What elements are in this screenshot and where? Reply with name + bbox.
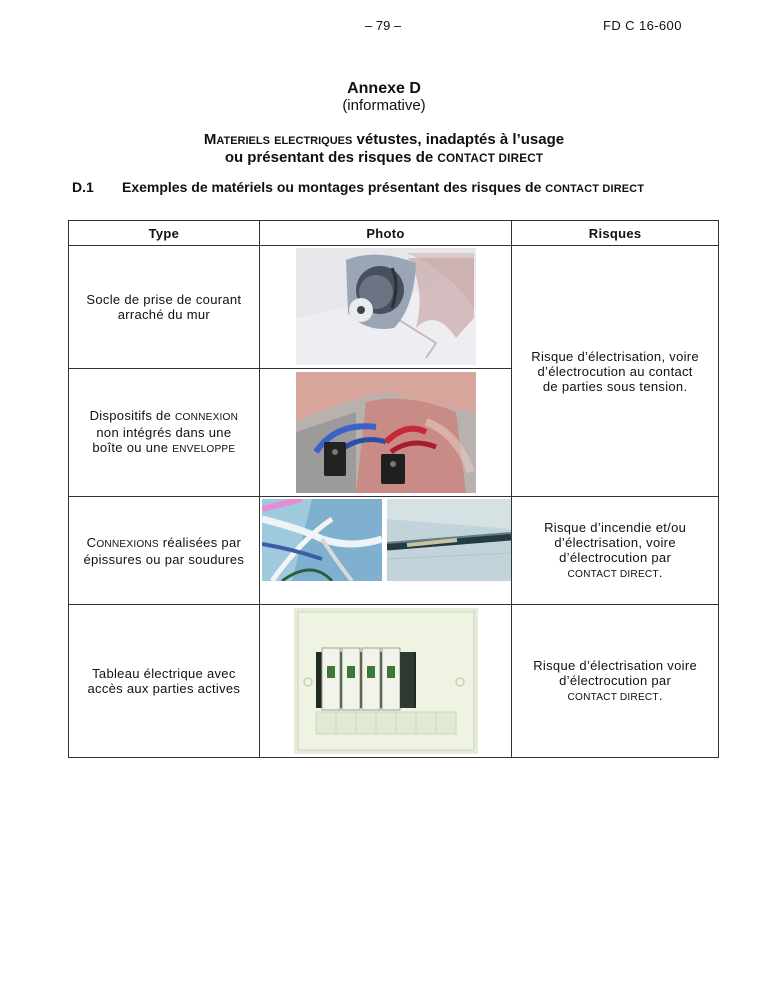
table-header-row bbox=[69, 221, 719, 246]
annex-title: Annexe D bbox=[347, 80, 421, 97]
section-title bbox=[122, 179, 722, 198]
page-number: – 79 – bbox=[365, 18, 402, 33]
socket-torn-from-wall-photo bbox=[296, 248, 476, 365]
type-line bbox=[77, 535, 251, 552]
hazard-examples-table bbox=[68, 220, 719, 758]
risk-smallcaps: CONTACT DIRECT bbox=[567, 568, 659, 580]
risk-line: d’électrisation, voire bbox=[554, 534, 676, 550]
heading-text-2: ou présentant des risques de bbox=[224, 149, 438, 166]
type-smallcaps: ENVELOPPE bbox=[172, 444, 236, 455]
risk-cell bbox=[512, 497, 719, 605]
photo-cell bbox=[259, 605, 511, 758]
splice-photo bbox=[262, 499, 382, 581]
type-cell bbox=[69, 497, 260, 605]
type-smallcaps: CONNEXION bbox=[175, 412, 239, 423]
table-row bbox=[69, 605, 719, 758]
risk-cell bbox=[512, 605, 719, 758]
type-line: épissures ou par soudures bbox=[83, 551, 245, 567]
table-row bbox=[69, 246, 719, 369]
type-line bbox=[77, 408, 251, 425]
table-row bbox=[69, 497, 719, 605]
risk-text: . bbox=[658, 564, 663, 580]
risk-line: de parties sous tension. bbox=[542, 378, 688, 394]
column-header-risks: Risques bbox=[512, 221, 719, 246]
section-number: D.1 bbox=[72, 179, 94, 195]
risk-line: Risque d’électrisation voire bbox=[533, 657, 697, 673]
heading-smallcaps: Materiels electriques bbox=[203, 131, 353, 148]
type-cell bbox=[69, 605, 260, 758]
heading-smallcaps-2: CONTACT DIRECT bbox=[437, 152, 544, 165]
type-text: Dispositifs de bbox=[89, 408, 176, 423]
photo-cell bbox=[259, 246, 511, 369]
photo-cell bbox=[259, 497, 511, 605]
type-text: réalisées par bbox=[158, 534, 242, 550]
risk-line: Risque d’électrisation, voire bbox=[531, 348, 699, 364]
risk-text: . bbox=[658, 687, 663, 703]
type-cell bbox=[69, 246, 260, 369]
type-text: boîte ou une bbox=[92, 440, 173, 455]
type-cell bbox=[69, 369, 260, 497]
risk-smallcaps: CONTACT DIRECT bbox=[567, 691, 659, 703]
risk-line: d’électrocution au contact bbox=[537, 363, 693, 379]
main-heading-line-2 bbox=[0, 149, 768, 166]
type-smallcaps: ONNEXIONS bbox=[96, 538, 159, 550]
column-header-type: Type bbox=[69, 221, 260, 246]
heading-text: vétustes, inadaptés à l’usage bbox=[352, 131, 565, 148]
solder-photo bbox=[387, 499, 511, 581]
loose-connectors-photo bbox=[296, 372, 476, 493]
risk-line bbox=[520, 688, 710, 705]
column-header-photo: Photo bbox=[259, 221, 511, 246]
risk-line: Risque d’incendie et/ou bbox=[544, 519, 687, 535]
type-line: Socle de prise de courant bbox=[86, 292, 242, 307]
risk-line: d’électrocution par bbox=[559, 672, 672, 688]
type-line: accès aux parties actives bbox=[87, 681, 241, 696]
type-line: non intégrés dans une bbox=[96, 425, 232, 440]
type-text: C bbox=[86, 534, 97, 550]
document-reference: FD C 16-600 bbox=[603, 18, 682, 33]
section-title-smallcaps: CONTACT DIRECT bbox=[545, 183, 645, 195]
type-line: arraché du mur bbox=[117, 307, 211, 322]
risk-cell bbox=[512, 246, 719, 497]
open-electrical-panel-photo bbox=[294, 608, 478, 754]
main-heading-line-1 bbox=[0, 131, 768, 148]
photo-cell bbox=[259, 369, 511, 497]
risk-line: d’électrocution par bbox=[559, 549, 672, 565]
type-line: Tableau électrique avec bbox=[92, 666, 236, 681]
risk-line bbox=[520, 565, 710, 582]
annex-subtitle: (informative) bbox=[342, 97, 426, 114]
section-title-text: Exemples de matériels ou montages présentant des risques de bbox=[122, 179, 546, 195]
type-line bbox=[77, 440, 251, 457]
